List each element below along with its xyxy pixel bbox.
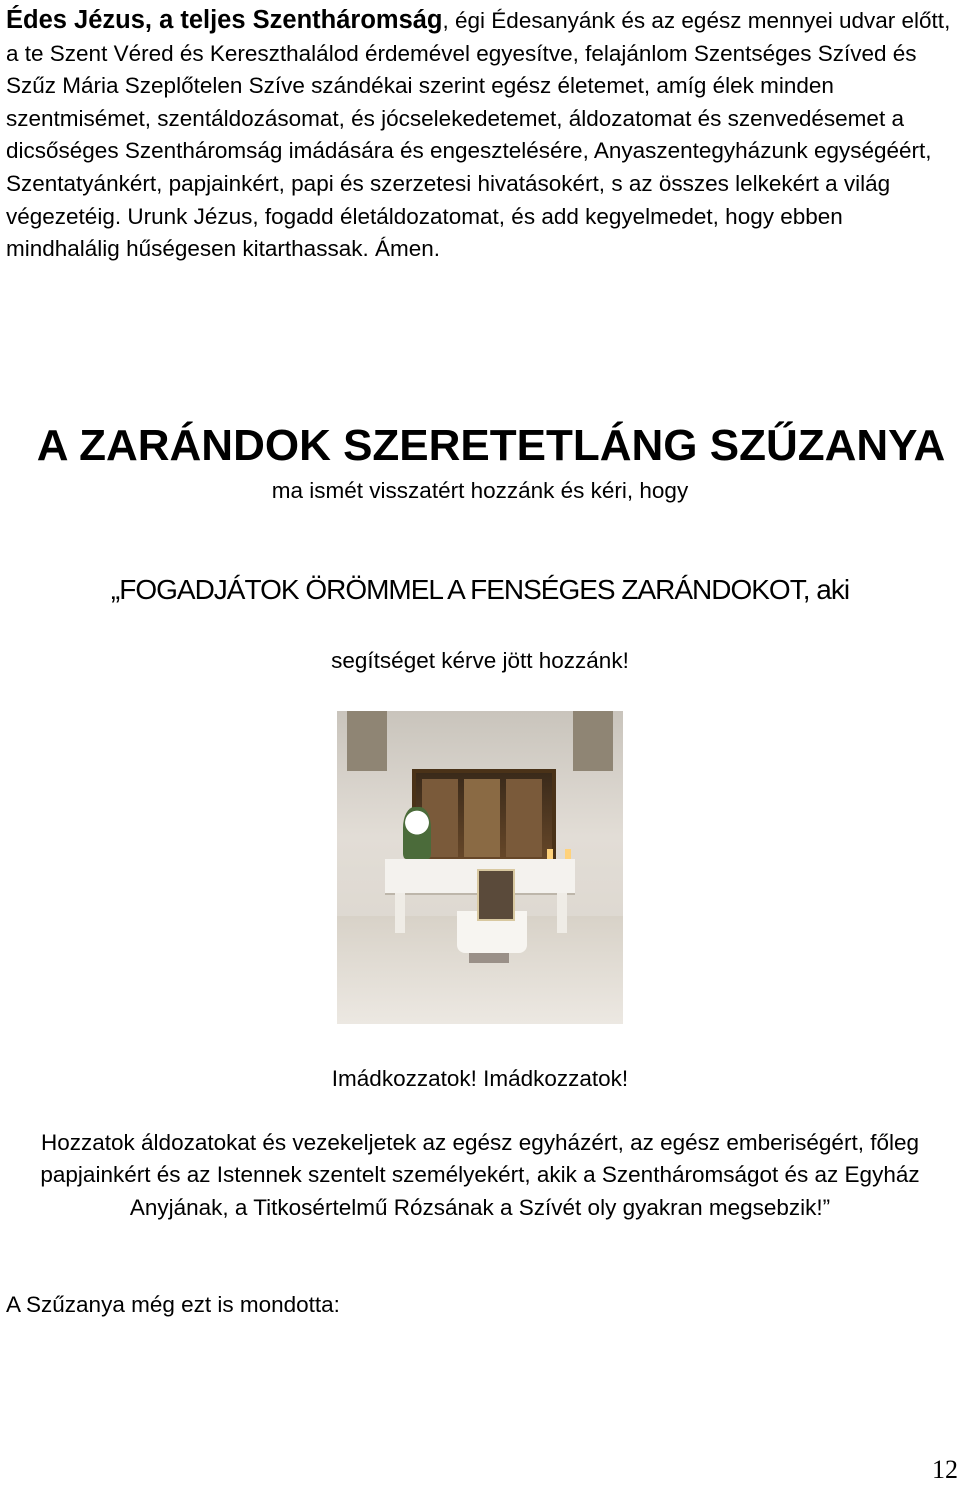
intro-lead: Édes Jézus, a teljes Szentháromság bbox=[6, 6, 443, 34]
section-heading: A ZARÁNDOK SZERETETLÁNG SZŰZANYA bbox=[36, 421, 946, 470]
stand-base bbox=[469, 953, 509, 963]
pray-line: Imádkozzatok! Imádkozzatok! bbox=[331, 1066, 629, 1091]
window-left bbox=[347, 711, 387, 771]
outro-line: A Szűzanya még ezt is mondotta: bbox=[6, 1292, 340, 1317]
orchid bbox=[403, 807, 431, 859]
call-to-welcome: „FOGADJÁTOK ÖRÖMMEL A FENSÉGES ZARÁNDOKOT, aki bbox=[110, 574, 850, 605]
altar-photo bbox=[337, 711, 623, 1024]
page-number: 12 bbox=[932, 1455, 958, 1484]
madonna-icon bbox=[477, 869, 515, 921]
intro-paragraph bbox=[6, 4, 954, 266]
window-right bbox=[573, 711, 613, 771]
intro-text: , égi Édesanyánk és az egész mennyei udvar előtt, a te Szent Véred és Kereszthalálod érdemével egyesítve, felajánlom Szentséges Szíved és Szűz Mária Szeplőtelen Szíve szándékai szerint egész életemet, amíg élek minden szentmisémet, szentáldozásomat, és jócselekedetemet, áldozatomat és szenvedésemet a dicsőséges Szentháromság imádására és engesztelésére, Anyaszentegyházunk egységéért, Szentatyánkért, papjainkért, papi és szerzetesi hivatásokért, s az összes lelkekért a világ végezetéig. Urunk Jézus, fogadd életáldozatomat, és add kegyelmedet, hogy ebben mindhalálig hűségesen kitarthassak. Ámen. bbox=[6, 8, 951, 262]
altarpiece bbox=[412, 769, 556, 872]
subheading: ma ismét visszatért hozzánk és kéri, hogy bbox=[271, 478, 689, 503]
main-paragraph: Hozzatok áldozatokat és vezekeljetek az egész egyházért, az egész emberiségért, főleg papjainkért és az Istennek szentelt személyekért, akik a Szentháromságot és az Egyház Anyjának, a Titkosértelmű Rózsának a Szívét oly gyakran megsebzik!” bbox=[40, 1130, 920, 1220]
help-line: segítséget kérve jött hozzánk! bbox=[331, 648, 629, 673]
